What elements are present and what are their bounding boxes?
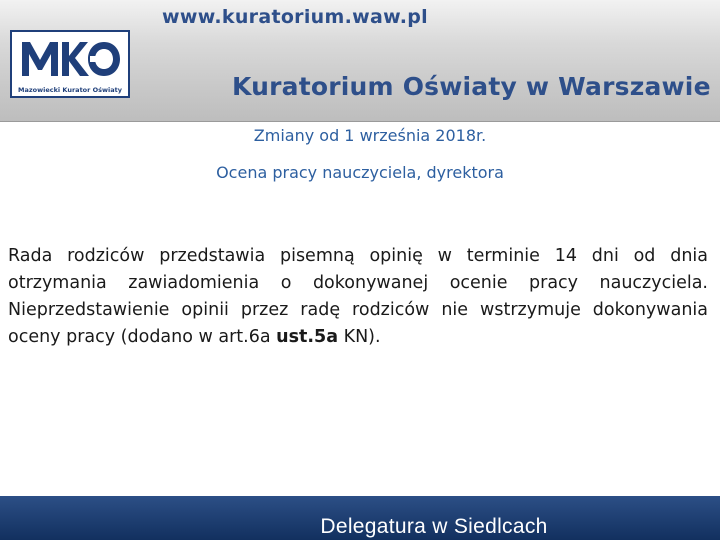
logo-caption: Mazowiecki Kurator Oświaty <box>18 86 122 94</box>
header-divider <box>0 121 720 122</box>
mko-logo-mark-icon <box>18 36 122 82</box>
header-banner <box>0 0 720 122</box>
slide-subtitle-topic: Ocena pracy nauczyciela, dyrektora <box>216 163 504 182</box>
footer-delegation-label: Delegatura w Siedlcach <box>320 515 548 538</box>
slide-body-paragraph <box>8 243 708 351</box>
body-text-bold: ust.5a <box>276 327 339 347</box>
slide-subtitle-date: Zmiany od 1 września 2018r. <box>253 126 487 145</box>
body-text-end: KN). <box>338 327 381 347</box>
header-url: www.kuratorium.waw.pl <box>162 6 428 28</box>
body-text-main: Rada rodziców przedstawia pisemną opinię w terminie 14 dni od dnia otrzymania zawiadomienia o dokonywanej ocenie pracy nauczyciela. Nieprzedstawienie opinii przez radę rodziców nie wstrzymuje dokonywania oceny pracy (dodano w art.6a <box>8 246 708 347</box>
mko-logo <box>10 30 130 98</box>
institution-title: Kuratorium Oświaty w Warszawie <box>232 72 711 101</box>
